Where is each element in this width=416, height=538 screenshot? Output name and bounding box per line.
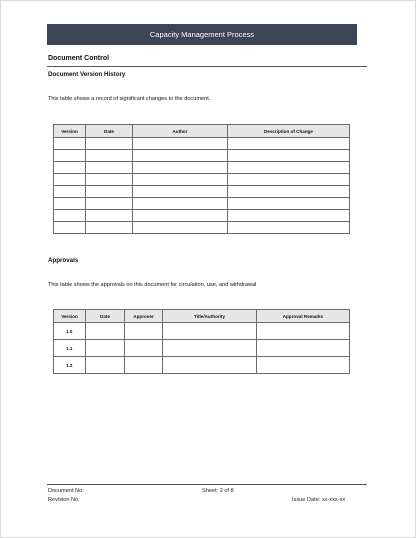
column-header-description: Description of Change [228, 125, 350, 138]
column-header-title-authority: Title/Authority [163, 310, 257, 323]
version-history-description: This table shows a record of significant changes to the document. [48, 96, 211, 102]
table-row [54, 186, 350, 198]
page-title: Capacity Management Process [47, 24, 357, 45]
approvals-heading: Approvals [48, 257, 79, 264]
heading-divider [47, 66, 367, 67]
table-header-row [54, 310, 350, 323]
footer-issue-date: Issue Date: xx-xxx-xx [292, 497, 346, 503]
footer-document-no: Document No: [48, 488, 84, 494]
table-row [54, 323, 350, 340]
column-header-author: Author [133, 125, 228, 138]
table-row [54, 174, 350, 186]
version-history-heading: Document Version History [48, 71, 126, 78]
footer-divider [47, 484, 367, 485]
footer-revision-no: Revision No: [48, 497, 80, 503]
column-header-approval-remarks: Approval Remarks [257, 310, 350, 323]
table-row [54, 340, 350, 357]
table-row [54, 222, 350, 234]
row-version: 1.1 [54, 340, 86, 357]
approvals-description: This table shows the approvals on this document for circulation, use, and withdrawal [48, 282, 257, 288]
column-header-version: Version [54, 125, 86, 138]
footer-sheet-number: Sheet: 2 of 8 [202, 488, 234, 494]
row-version: 1.2 [54, 357, 86, 374]
table-row [54, 150, 350, 162]
table-row [54, 138, 350, 150]
table-row [54, 210, 350, 222]
table-row [54, 357, 350, 374]
approvals-table [53, 309, 350, 374]
table-header-row [54, 125, 350, 138]
document-control-heading: Document Control [48, 55, 110, 62]
row-version: 1.0 [54, 323, 86, 340]
column-header-version: Version [54, 310, 86, 323]
table-row [54, 162, 350, 174]
table-row [54, 198, 350, 210]
column-header-date: Date [86, 125, 133, 138]
column-header-date: Date [86, 310, 125, 323]
column-header-approver: Approver [125, 310, 163, 323]
version-history-table [53, 124, 350, 234]
